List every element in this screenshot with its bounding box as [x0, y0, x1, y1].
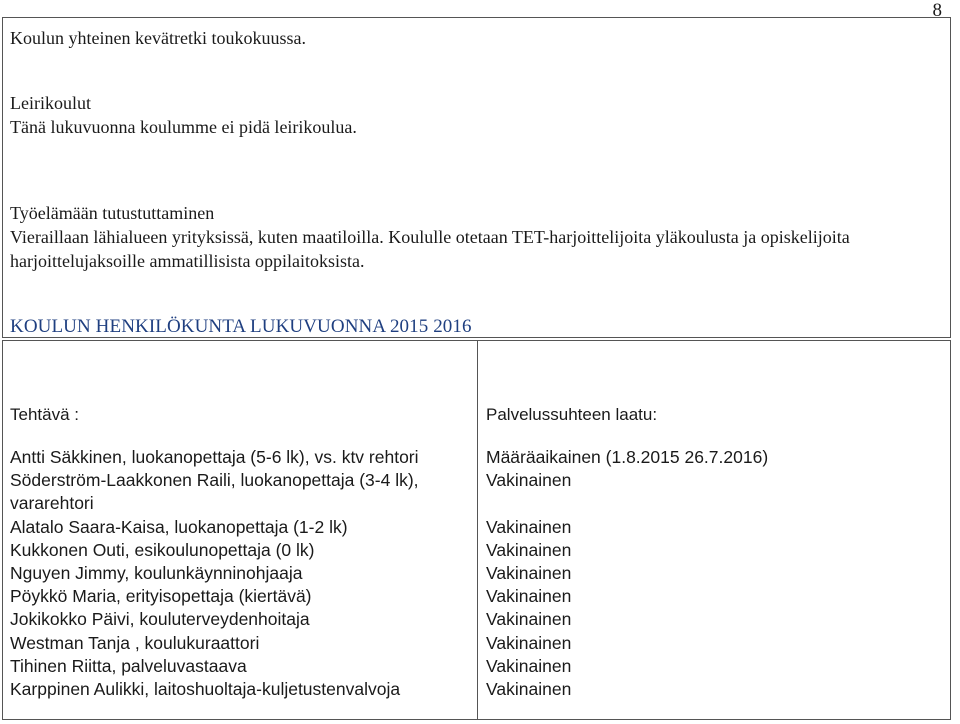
page-number: 8	[932, 0, 942, 21]
activities-box	[2, 17, 951, 338]
status-row: Vakinainen	[486, 470, 572, 491]
staff-row: Söderström-Laakkonen Raili, luokanopettaja (3-4 lk),	[10, 470, 419, 491]
staff-row: Karppinen Aulikki, laitoshuoltaja-kuljetustenvalvoja	[10, 679, 401, 700]
work-life-text-line1: Vieraillaan lähialueen yrityksissä, kuten maatiloilla. Koululle otetaan TET-harjoittelijoita yläkoulusta ja opiskelijoita	[10, 227, 850, 247]
status-list	[486, 446, 768, 701]
camp-school-title: Leirikoulut	[10, 93, 91, 113]
staff-heading: KOULUN HENKILÖKUNTA LUKUVUONNA 2015 2016	[10, 316, 472, 337]
staff-row: Tihinen Riitta, palveluvastaava	[10, 655, 247, 676]
status-row: Vakinainen	[486, 516, 572, 537]
staff-row: Westman Tanja , koulukuraattori	[10, 632, 260, 653]
staff-row: Nguyen Jimmy, koulunkäynninohjaaja	[10, 563, 303, 584]
status-row-empty	[486, 492, 768, 515]
column-divider	[477, 340, 478, 720]
status-row: Vakinainen	[486, 655, 572, 676]
status-row: Vakinainen	[486, 563, 572, 583]
employment-type-column-header: Palvelussuhteen laatu:	[486, 405, 658, 424]
staff-list	[10, 446, 419, 701]
status-row: Vakinainen	[486, 609, 572, 630]
spring-trip-text: Koulun yhteinen kevätretki toukokuussa.	[10, 28, 306, 48]
staff-row: Pöykkö Maria, erityisopettaja (kiertävä)	[10, 586, 312, 607]
status-row: Vakinainen	[486, 632, 572, 653]
status-row: Vakinainen	[486, 679, 572, 700]
work-life-text-line2: harjoittelujaksoille ammatillisista oppilaitoksista.	[10, 251, 365, 271]
staff-row: Antti Säkkinen, luokanopettaja (5-6 lk), vs. ktv rehtori	[10, 447, 419, 467]
camp-school-text: Tänä lukuvuonna koulumme ei pidä leirikoulua.	[10, 117, 357, 137]
role-column-header: Tehtävä :	[10, 405, 79, 424]
status-row: Vakinainen	[486, 539, 572, 560]
status-row: Määräaikainen (1.8.2015 26.7.2016)	[486, 447, 769, 467]
work-life-title: Työelämään tutustuttaminen	[10, 203, 215, 223]
staff-row: Alatalo Saara-Kaisa, luokanopettaja (1-2 lk)	[10, 516, 348, 537]
status-row: Vakinainen	[486, 586, 572, 607]
staff-row: Jokikokko Päivi, kouluterveydenhoitaja	[10, 609, 310, 630]
staff-row: vararehtori	[10, 493, 94, 514]
staff-row: Kukkonen Outi, esikoulunopettaja (0 lk)	[10, 539, 315, 560]
